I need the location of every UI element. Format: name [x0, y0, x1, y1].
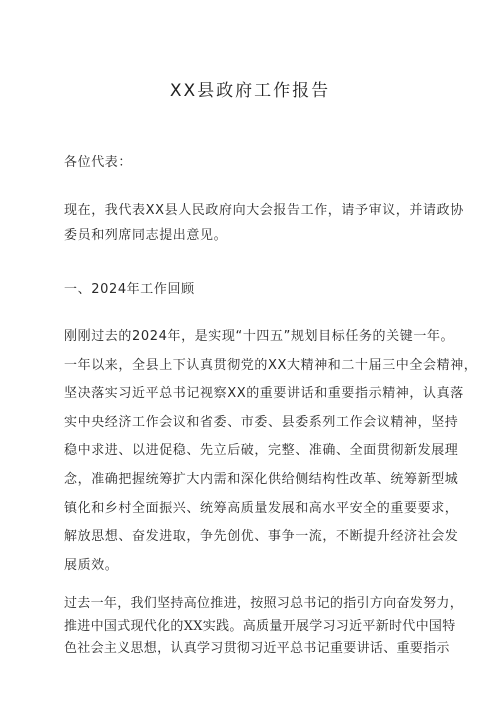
paragraph-line: 坚决落实习近平总书记视察XX的重要讲话和重要指示精神，认真落 [64, 386, 464, 402]
paragraph-line: 解放思想、奋发进取，争先创优、事争一流，不断提升经济社会发 [64, 529, 459, 545]
paragraph-line: 色社会主义思想，认真学习贯彻习近平总书记重要讲话、重要指示 [64, 641, 450, 656]
section-heading: 一、2024年工作回顾 [64, 282, 195, 297]
intro-line: 现在，我代表XX县人民政府向大会报告工作，请予审议，并请政协 [64, 203, 464, 218]
greeting: 各位代表： [64, 155, 133, 170]
paragraph-line: 展质效。 [64, 557, 119, 573]
paragraph-line: 镇化和乡村全面振兴、统筹高质量发展和高水平安全的重要要求， [64, 500, 459, 516]
body-paragraph-2 [64, 593, 464, 661]
paragraph-line: 推进中国式现代化的XX实践。高质量开展学习习近平新时代中国特 [64, 618, 456, 634]
paragraph-line: 实中央经济工作会议和省委、市委、县委系列工作会议精神，坚持 [64, 414, 459, 430]
paragraph-line: 念，准确把握统筹扩大内需和深化供给侧结构性改革、统筹新型城 [64, 471, 459, 487]
intro-paragraph [64, 198, 464, 248]
paragraph-line: 一年以来，全县上下认真贯彻党的XX大精神和二十届三中全会精神， [64, 357, 478, 373]
paragraph-line: 稳中求进、以进促稳、先立后破，完整、准确、全面贯彻新发展理 [64, 443, 459, 459]
paragraph-line: 刚刚过去的2024年，是实现“十四五”规划目标任务的关键一年。 [64, 329, 455, 344]
document-title: XX县政府工作报告 [169, 81, 331, 101]
intro-line: 委员和列席同志提出意见。 [64, 228, 228, 243]
paragraph-line: 过去一年，我们坚持高位推进，按照习总书记的指引方向奋发努力， [64, 596, 464, 611]
body-paragraph-1 [64, 323, 478, 580]
